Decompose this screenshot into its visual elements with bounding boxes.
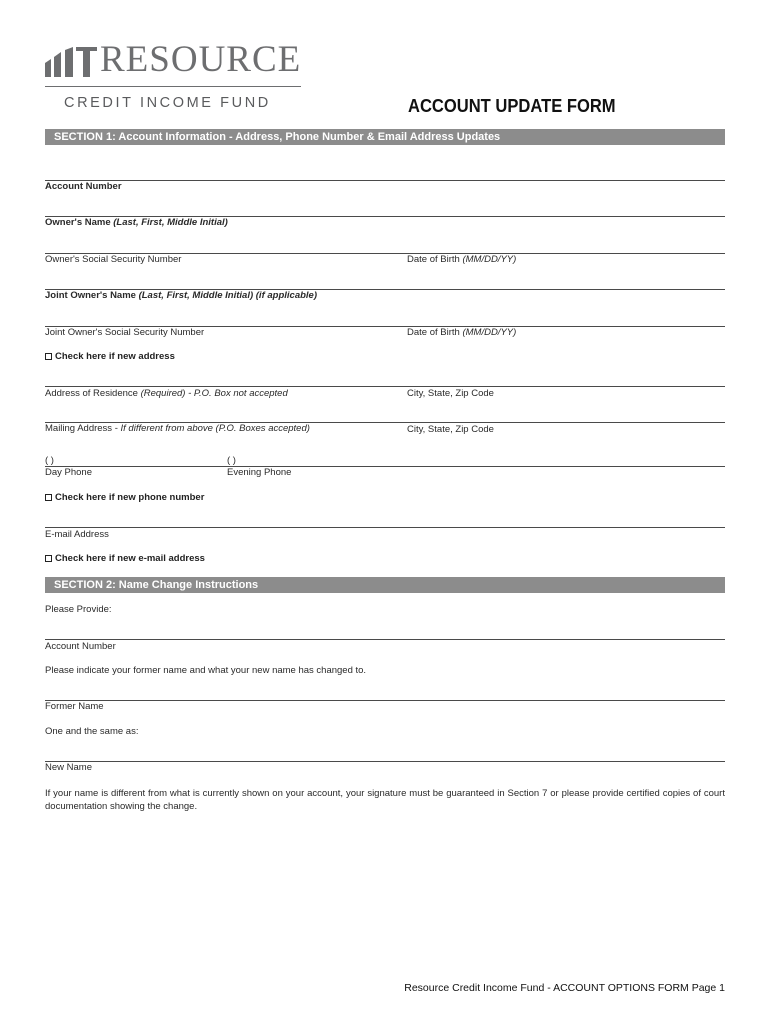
checkbox-icon[interactable]	[45, 494, 52, 501]
former-name-label: Former Name	[45, 701, 104, 712]
residence-city-label: City, State, Zip Code	[407, 388, 494, 399]
new-email-checkbox[interactable]: Check here if new e-mail address	[45, 553, 205, 565]
evening-phone-area-code: ( )	[227, 455, 236, 466]
section1-header: SECTION 1: Account Information - Address, Phone Number & Email Address Updates	[45, 129, 725, 145]
account-number-line[interactable]	[45, 180, 725, 181]
new-name-label: New Name	[45, 762, 92, 773]
logo-subtitle: CREDIT INCOME FUND	[64, 95, 271, 111]
owner-ssn-label: Owner's Social Security Number	[45, 254, 182, 265]
section2-header: SECTION 2: Name Change Instructions	[45, 577, 725, 593]
please-provide-text: Please Provide:	[45, 604, 112, 615]
indicate-text: Please indicate your former name and what your new name has changed to.	[45, 665, 367, 676]
owner-dob-label: Date of Birth (MM/DD/YY)	[407, 254, 517, 265]
owner-name-label: Owner's Name (Last, First, Middle Initial)	[45, 217, 228, 228]
resource-logo-icon	[45, 47, 97, 77]
logo-wordmark: RESOURCE	[100, 39, 302, 80]
checkbox-icon[interactable]	[45, 353, 52, 360]
day-phone-area-code: ( )	[45, 455, 54, 466]
mailing-label: Mailing Address - If different from above (P.O. Boxes accepted)	[45, 423, 310, 434]
day-phone-label: Day Phone	[45, 467, 93, 478]
account-number-label: Account Number	[45, 181, 122, 192]
residence-label: Address of Residence (Required) - P.O. Box not accepted	[45, 388, 288, 399]
joint-name-label: Joint Owner's Name (Last, First, Middle Initial) (if applicable)	[45, 290, 317, 301]
page-footer: Resource Credit Income Fund - ACCOUNT OPTIONS FORM Page 1	[404, 982, 725, 994]
joint-dob-label: Date of Birth (MM/DD/YY)	[407, 327, 517, 338]
logo-divider	[45, 86, 301, 87]
email-label: E-mail Address	[45, 529, 109, 540]
new-phone-checkbox[interactable]: Check here if new phone number	[45, 492, 204, 504]
s2-account-number-label: Account Number	[45, 641, 116, 652]
phone-line[interactable]	[45, 466, 725, 467]
evening-phone-label: Evening Phone	[227, 467, 292, 478]
joint-ssn-label: Joint Owner's Social Security Number	[45, 327, 205, 338]
new-address-checkbox[interactable]: Check here if new address	[45, 351, 175, 363]
new-name-line[interactable]	[45, 761, 725, 762]
former-name-line[interactable]	[45, 700, 725, 701]
residence-line[interactable]	[45, 386, 725, 387]
email-line[interactable]	[45, 527, 725, 528]
name-change-note: If your name is different from what is currently shown on your account, your signature must be guaranteed in Section 7 or please provide certified copies of court documentation showing the change.	[45, 788, 725, 812]
checkbox-icon[interactable]	[45, 555, 52, 562]
form-title: ACCOUNT UPDATE FORM	[408, 96, 616, 116]
same-as-text: One and the same as:	[45, 726, 139, 737]
s2-account-number-line[interactable]	[45, 639, 725, 640]
mailing-city-label: City, State, Zip Code	[407, 424, 494, 435]
